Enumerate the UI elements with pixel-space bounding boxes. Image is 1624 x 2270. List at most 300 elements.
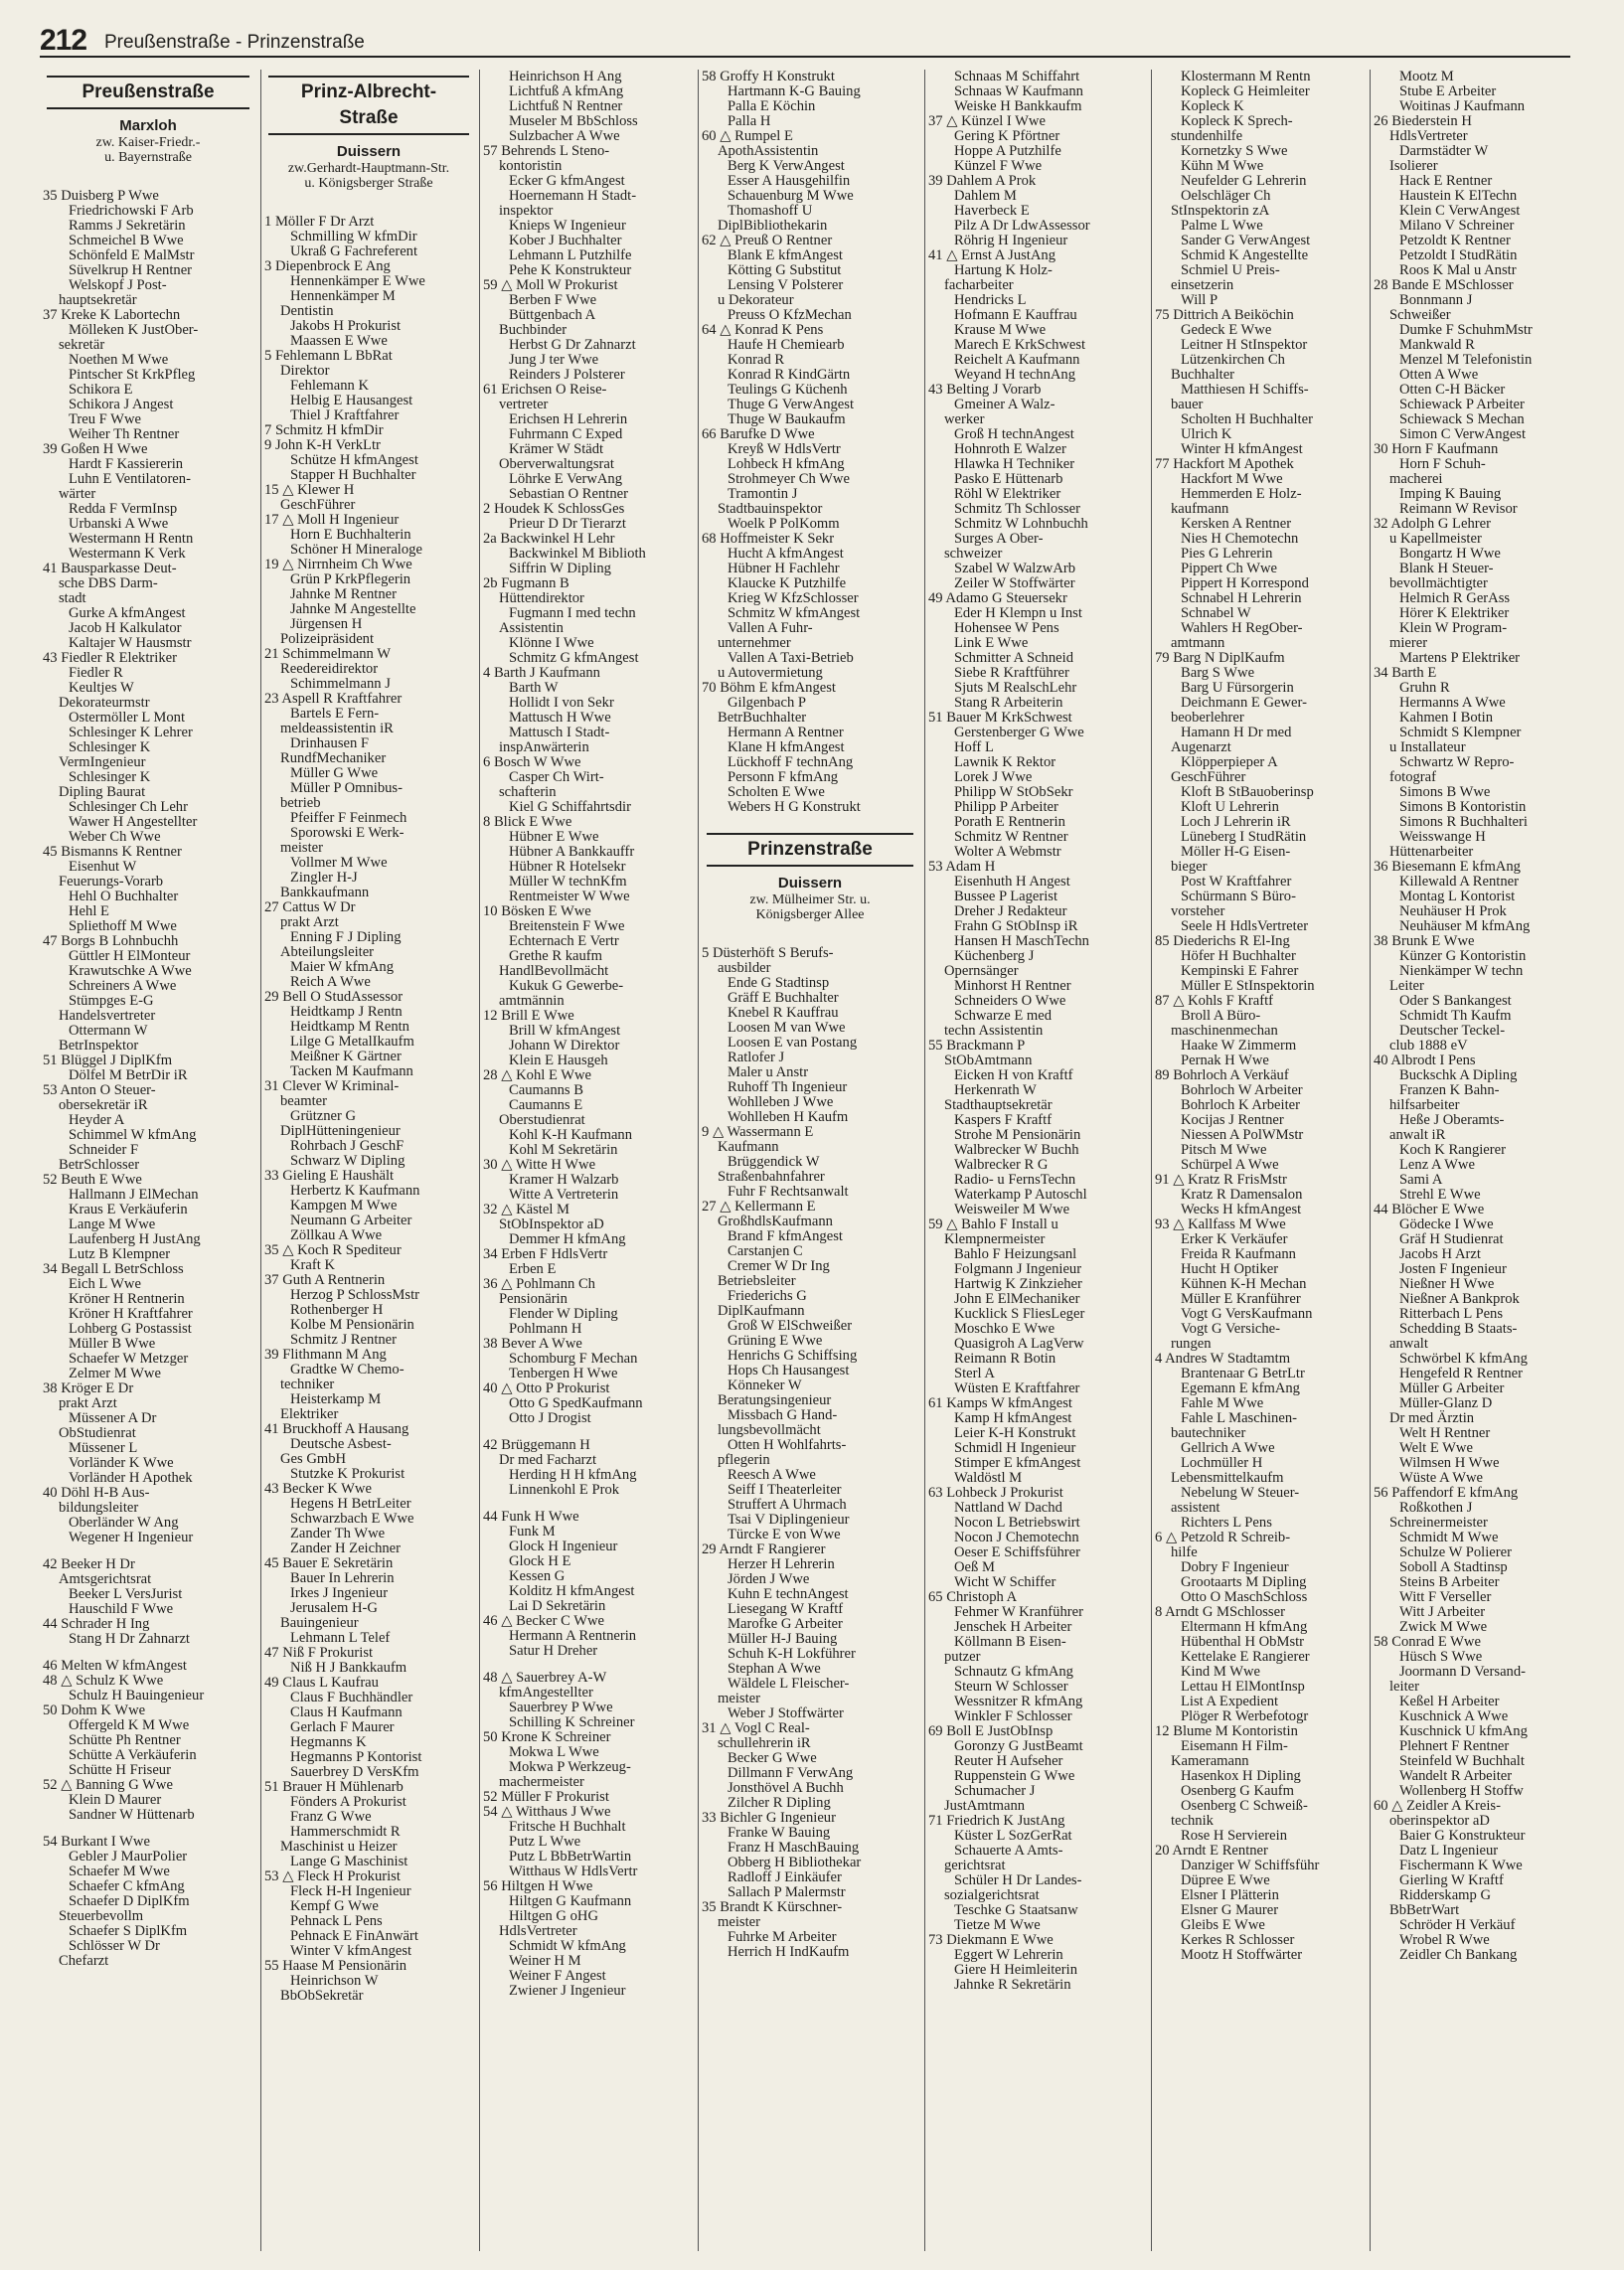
entry-line: 40 Albrodt I Pens [1374, 1053, 1476, 1068]
entry-line: Grützner G [290, 1108, 357, 1124]
entry-line: StObAmtmann [944, 1053, 1033, 1068]
entry-line: Hoppe A Putzhilfe [954, 143, 1061, 159]
entry-line: Schürpel A Wwe [1181, 1157, 1279, 1173]
entry-line: DiplKaufmann [718, 1303, 805, 1319]
entry-line: bautechniker [1171, 1425, 1246, 1441]
entry-line: Blank E kfmAngest [728, 247, 843, 263]
entry-line: Frahn G StObInsp iR [954, 918, 1078, 934]
entry-line: Amtsgerichtsrat [59, 1571, 152, 1587]
entry-line: Philipp P Arbeiter [954, 799, 1058, 815]
entry-line: Bohrloch K Arbeiter [1181, 1097, 1300, 1113]
entry-line: leiter [1389, 1679, 1419, 1695]
entry-line: Hüsch S Wwe [1399, 1649, 1483, 1665]
entry-line: Nattland W Dachd [954, 1500, 1062, 1516]
entry-line: hilfe [1171, 1544, 1198, 1560]
entry-line: Treu F Wwe [69, 411, 141, 427]
entry-line: Osenberg C Schweiß- [1181, 1798, 1308, 1814]
entry-line: Bahlo F Heizungsanl [954, 1246, 1077, 1262]
entry-line: Preuss O KfzMechan [728, 307, 852, 323]
entry-line: Hiltgen G oHG [509, 1908, 598, 1924]
entry-line: Hennenkämper M [290, 288, 396, 304]
entry-line: Kraft K [290, 1257, 335, 1273]
entry-line: Stephan A Wwe [728, 1661, 821, 1677]
entry-line: Schnabel W [1181, 605, 1251, 621]
entry-line: Reinders J Polsterer [509, 367, 625, 383]
entry-line: Buckschk A Dipling [1399, 1067, 1518, 1083]
entry-line: u Installateur [1389, 739, 1466, 755]
entry-line: Bongartz H Wwe [1399, 546, 1501, 562]
entry-line: bieger [1171, 859, 1208, 875]
entry-line: 66 Barufke D Wwe [702, 426, 815, 442]
entry-line: Müssener L [69, 1440, 138, 1456]
entry-line: maschinenmechan [1171, 1023, 1278, 1039]
entry-line: Deichmann E Gewer- [1181, 695, 1307, 711]
entry-line: Witthaus W HdlsVertr [509, 1864, 638, 1879]
entry-line: Niessen A PolWMstr [1181, 1127, 1304, 1143]
entry-line: Funk M [509, 1524, 556, 1540]
entry-line: Erker K Verkäufer [1181, 1231, 1288, 1247]
entry-line: Nocon L Betriebswirt [954, 1515, 1080, 1531]
entry-line: Kuschnick A Wwe [1399, 1708, 1509, 1724]
entry-line: 9 John K-H VerkLtr [264, 437, 381, 453]
entry-line: Fehlemann K [290, 378, 370, 394]
entry-line: Carstanjen C [728, 1243, 803, 1259]
entry-line: Kuhn E technAngest [728, 1586, 849, 1602]
entry-line: Witt J Arbeiter [1399, 1604, 1486, 1620]
entry-line: Küchenberg J [954, 948, 1035, 964]
entry-line: Augenarzt [1171, 739, 1231, 755]
entry-line: Kühnen K-H Mechan [1181, 1276, 1307, 1292]
entry-line: Klein D Maurer [69, 1792, 162, 1808]
entry-line: Witte A Vertreterin [509, 1187, 619, 1203]
entry-line: Konrad R [728, 352, 785, 368]
entry-line: Hoff L [954, 739, 994, 755]
entry-line: Simons B Kontoristin [1399, 799, 1527, 815]
entry-line: Museler M BbSchloss [509, 113, 638, 129]
entry-line: Küster L SozGerRat [954, 1828, 1072, 1844]
entry-line: Dekorateurmstr [59, 695, 150, 711]
entry-line: Roßkothen J [1399, 1500, 1473, 1516]
entry-line: kontoristin [499, 158, 563, 174]
entry-line: putzer [944, 1649, 981, 1665]
entry-line: Witt F Verseller [1399, 1589, 1492, 1605]
entry-line: Hohensee W Pens [954, 620, 1059, 636]
entry-line: Chefarzt [59, 1953, 109, 1969]
entry-line: Abteilungsleiter [280, 944, 375, 960]
entry-line: Herkenrath W [954, 1082, 1037, 1098]
entry-line: Fahle L Maschinen- [1181, 1410, 1297, 1426]
entry-line: Höfer H Buchhalter [1181, 948, 1296, 964]
entry-line: Simons B Wwe [1399, 784, 1491, 800]
entry-line: Stang R Arbeiterin [954, 695, 1063, 711]
entry-line: Kaltajer W Hausmstr [69, 635, 192, 651]
entry-line: Pernak H Wwe [1181, 1053, 1269, 1068]
entry-line: Sami A [1399, 1172, 1443, 1188]
entry-line: Oberverwaltungsrat [499, 456, 614, 472]
entry-line: Simons R Buchhalteri [1399, 814, 1528, 830]
entry-line: pflegerin [718, 1452, 770, 1468]
entry-line: Prieur D Dr Tierarzt [509, 516, 626, 532]
entry-line: Schauerte A Amts- [954, 1843, 1063, 1859]
entry-line: Lilge G MetalIkaufm [290, 1034, 414, 1050]
entry-line: 70 Böhm E kfmAngest [702, 680, 836, 696]
entry-line: Klempnermeister [944, 1231, 1046, 1247]
entry-line: 55 Haase M Pensionärin [264, 1958, 407, 1974]
entry-line: Kampgen M Wwe [290, 1198, 398, 1214]
entry-line: Reesch A Wwe [728, 1467, 816, 1483]
entry-line: Gebler J MaurPolier [69, 1849, 188, 1865]
entry-line: Pasko E Hüttenarb [954, 471, 1063, 487]
entry-line: Montag L Kontorist [1399, 889, 1516, 904]
entry-line: Westermann K Verk [69, 546, 186, 562]
entry-line: Lohbeck H kfmAng [728, 456, 845, 472]
entry-line: Offergeld K M Wwe [69, 1717, 190, 1733]
column-6 [1151, 70, 1364, 2251]
entry-line: 7 Schmitz H kfmDir [264, 422, 384, 438]
entry-line: 71 Friedrich K JustAng [928, 1813, 1065, 1829]
entry-line: Lehmann L Telef [290, 1630, 391, 1646]
entry-line: Schütte Ph Rentner [69, 1732, 181, 1748]
entry-line: 54 Burkant I Wwe [43, 1834, 150, 1850]
entry-line: Schwartz W Repro- [1399, 754, 1515, 770]
entry-line: Stümpges E-G [69, 993, 154, 1009]
district-name: Marxloh [119, 117, 177, 134]
entry-line: Kopleck G Heimleiter [1181, 83, 1310, 99]
street-range: Königsberger Allee [755, 907, 865, 922]
entry-line: Reimann W Revisor [1399, 501, 1518, 517]
entry-line: 49 Claus L Kaufrau [264, 1675, 379, 1691]
entry-line: Porath E Rentnerin [954, 814, 1065, 830]
entry-line: Leiter [1389, 978, 1424, 994]
entry-line: Eisemann H Film- [1181, 1738, 1288, 1754]
entry-line: Ratlofer J [728, 1050, 785, 1065]
entry-line: Maschinist u Heizer [280, 1839, 398, 1855]
entry-line: 45 Bauer E Sekretärin [264, 1555, 394, 1571]
entry-line: Schmid K Angestellte [1181, 247, 1309, 263]
entry-line: Hübner H Fachlehr [728, 561, 840, 576]
entry-line: 19 △ Nirrnheim Ch Wwe [264, 557, 412, 572]
entry-line: 73 Diekmann E Wwe [928, 1932, 1054, 1948]
entry-line: Waldöstl M [954, 1470, 1023, 1486]
entry-line: 60 △ Rumpel E [702, 128, 793, 144]
entry-line: Hartwig K Zinkzieher [954, 1276, 1082, 1292]
entry-line: Zeidler Ch Bankang [1399, 1947, 1518, 1963]
entry-line: Gruhn R [1399, 680, 1450, 696]
entry-line: Lange M Wwe [69, 1216, 156, 1232]
entry-line: Schaefer C kfmAng [69, 1878, 185, 1894]
entry-line: Vollmer M Wwe [290, 855, 388, 871]
entry-line: 91 △ Kratz R FrisMstr [1155, 1172, 1287, 1188]
entry-line: Müller E Kranführer [1181, 1291, 1301, 1307]
entry-line: BetrBuchhalter [718, 710, 807, 726]
entry-line: Barg S Wwe [1181, 665, 1255, 681]
entry-line: Schmidt M Wwe [1399, 1530, 1499, 1545]
entry-line: Baier G Konstrukteur [1399, 1828, 1526, 1844]
entry-line: Redda F VermInsp [69, 501, 178, 517]
entry-line: Handelsvertreter [59, 1008, 156, 1024]
entry-line: Loch J Lehrerin iR [1181, 814, 1291, 830]
entry-line: Putz L BbBetrWartin [509, 1849, 632, 1865]
entry-line: amtmännin [499, 993, 565, 1009]
entry-line: Hackfort M Wwe [1181, 471, 1283, 487]
entry-line: Schreinermeister [1389, 1515, 1488, 1531]
entry-line: 53 Anton O Steuer- [43, 1082, 156, 1098]
entry-line: 38 Brunk E Wwe [1374, 933, 1475, 949]
entry-line: Stube E Arbeiter [1399, 83, 1497, 99]
entry-line: 41 Bruckhoff A Hausang [264, 1421, 409, 1437]
entry-line: Nienkämper W techn [1399, 963, 1524, 979]
entry-line: Hansen H MaschTechn [954, 933, 1089, 949]
entry-line: Steurn W Schlosser [954, 1679, 1068, 1695]
entry-line: Kloft B StBauoberinsp [1181, 784, 1314, 800]
column-3 [479, 70, 692, 2251]
entry-line: Müller G Wwe [290, 765, 379, 781]
entry-line: Jacob H Kalkulator [69, 620, 182, 636]
street-range: u. Königsberger Straße [304, 176, 433, 191]
entry-line: Imping K Bauing [1399, 486, 1502, 502]
entry-line: Gurke A kfmAngest [69, 605, 186, 621]
entry-line: Grüning E Wwe [728, 1333, 823, 1349]
entry-line: Nießner H Wwe [1399, 1276, 1495, 1292]
column-5 [924, 70, 1145, 2251]
entry-line: Zwiener J Ingenieur [509, 1983, 626, 1999]
entry-line: Eggert W Lehrerin [954, 1947, 1063, 1963]
entry-line: Kober J Buchhalter [509, 233, 622, 248]
entry-line: John E ElMechaniker [954, 1291, 1080, 1307]
entry-line: Schwarz W Dipling [290, 1153, 406, 1169]
entry-line: Krämer W Städt [509, 441, 604, 457]
entry-line: Hermanns A Wwe [1399, 695, 1506, 711]
entry-line: Kühn M Wwe [1181, 158, 1264, 174]
entry-line: Fuhr F Rechtsanwalt [728, 1184, 849, 1200]
entry-line: Drinhausen F [290, 735, 370, 751]
entry-line: VermIngenieur [59, 754, 146, 770]
entry-line: Irkes J Ingenieur [290, 1585, 389, 1601]
entry-line: Müller G Arbeiter [1399, 1380, 1505, 1396]
entry-line: Schikora J Angest [69, 397, 174, 412]
entry-line: Lehmann L Putzhilfe [509, 247, 632, 263]
entry-line: Schulze W Polierer [1399, 1544, 1512, 1560]
entry-line: Kahmen I Botin [1399, 710, 1494, 726]
entry-line: Schilling K Schreiner [509, 1714, 635, 1730]
entry-line: Blank H Steuer- [1399, 561, 1494, 576]
entry-line: 53 △ Fleck H Prokurist [264, 1868, 401, 1884]
entry-line: Stadtbauinspektor [718, 501, 823, 517]
entry-line: Franke W Bauing [728, 1825, 831, 1841]
entry-line: Hegmanns K [290, 1734, 367, 1750]
entry-line: gerichtsrat [944, 1858, 1006, 1873]
entry-line: Dr med Facharzt [499, 1452, 597, 1468]
entry-line: Hofmann E Kauffrau [954, 307, 1077, 323]
entry-line: Hübner R Hotelsekr [509, 859, 626, 875]
entry-line: 33 Bichler G Ingenieur [702, 1810, 836, 1826]
entry-line: Leier K-H Konstrukt [954, 1425, 1076, 1441]
entry-line: 75 Dittrich A Beiköchin [1155, 307, 1294, 323]
entry-line: 43 Becker K Wwe [264, 1481, 372, 1497]
entry-line: bevollmächtigter [1389, 575, 1488, 591]
entry-line: Pintscher St KrkPfleg [69, 367, 196, 383]
entry-line: Jung J ter Wwe [509, 352, 599, 368]
entry-line: Hengefeld R Rentner [1399, 1366, 1524, 1381]
entry-line: Vogt G VersKaufmann [1181, 1306, 1313, 1322]
entry-line: 21 Schimmelmann W [264, 646, 392, 662]
entry-line: 52 △ Banning G Wwe [43, 1777, 173, 1793]
entry-line: Haverbeck E [954, 203, 1030, 219]
entry-line: Fehmer W Kranführer [954, 1604, 1083, 1620]
entry-line: Fleck H-H Ingenieur [290, 1883, 411, 1899]
entry-line: Goronzy G JustBeamt [954, 1738, 1083, 1754]
entry-line: 60 △ Zeidler A Kreis- [1374, 1798, 1501, 1814]
entry-line: Demmer H kfmAng [509, 1231, 626, 1247]
entry-line: Krawutschke A Wwe [69, 963, 192, 979]
entry-line: Betriebsleiter [718, 1273, 796, 1289]
entry-line: 35 △ Koch R Spediteur [264, 1242, 402, 1258]
entry-line: Niß H J Bankkaufm [290, 1660, 407, 1676]
entry-line: Mootz H Stoffwärter [1181, 1947, 1303, 1963]
entry-line: Giere H Heimleiterin [954, 1962, 1077, 1978]
entry-line: ObStudienrat [59, 1425, 136, 1441]
entry-line: Steuerbevollm [59, 1908, 144, 1924]
entry-line: Menzel M Telefonistin [1399, 352, 1533, 368]
entry-line: Heyder A [69, 1112, 125, 1128]
entry-line: Schnabel H Lehrerin [1181, 590, 1302, 606]
entry-line: Schröder H Verkäuf [1399, 1917, 1516, 1933]
entry-line: Berben F Wwe [509, 292, 597, 308]
entry-line: 27 △ Kellermann E [702, 1199, 816, 1215]
entry-line: Gödecke I Wwe [1399, 1216, 1494, 1232]
entry-line: Gräf H Studienrat [1399, 1231, 1504, 1247]
entry-line: Palme L Wwe [1181, 218, 1263, 234]
entry-line: Schlösser W Dr [69, 1938, 160, 1954]
entry-line: 38 Kröger E Dr [43, 1380, 134, 1396]
entry-line: Schaefer S DiplKfm [69, 1923, 188, 1939]
entry-line: Beratungsingenieur [718, 1392, 832, 1408]
entry-line: Kaufmann [718, 1139, 779, 1155]
entry-line: Röhrig H Ingenieur [954, 233, 1068, 248]
entry-line: 61 Kamps W kfmAngest [928, 1395, 1072, 1411]
entry-line: 43 Fiedler R Elektriker [43, 650, 177, 666]
entry-line: Schmitz Th Schlosser [954, 501, 1081, 517]
entry-line: Zwick M Wwe [1399, 1619, 1488, 1635]
entry-line: techniker [280, 1377, 335, 1392]
entry-line: Hartmann K-G Bauing [728, 83, 861, 99]
entry-line: 35 Brandt K Kürschner- [702, 1899, 843, 1915]
entry-line: Simon C VerwAngest [1399, 426, 1527, 442]
street-heading [702, 833, 918, 922]
entry-line: Minhorst H Rentner [954, 978, 1071, 994]
entry-line: Weisweiler M Wwe [954, 1202, 1070, 1217]
entry-line: Hucht H Optiker [1181, 1261, 1279, 1277]
entry-line: Schmeichel B Wwe [69, 233, 184, 248]
entry-line: 32 Adolph G Lehrer [1374, 516, 1491, 532]
entry-line: Wecks H kfmAngest [1181, 1202, 1302, 1217]
entry-line: Jakobs H Prokurist [290, 318, 402, 334]
entry-line: Eicken H von Kraftf [954, 1067, 1073, 1083]
entry-line: Vogt G Versiche- [1181, 1321, 1280, 1337]
entry-line: 36 △ Pohlmann Ch [483, 1276, 595, 1292]
entry-line: Teulings G Küchenh [728, 382, 848, 398]
entry-line: Weiher Th Rentner [69, 426, 180, 442]
entry-line: 63 Lohbeck J Prokurist [928, 1485, 1063, 1501]
entry-line: Schwarze E med [954, 1008, 1053, 1024]
entry-line: Palla E Köchin [728, 98, 816, 114]
entry-line: Schlesinger K Lehrer [69, 725, 193, 740]
entry-line: Seele H HdlsVertreter [1181, 918, 1309, 934]
entry-line: 47 Borgs B Lohnbuchh [43, 933, 179, 949]
entry-line: Mokwa L Wwe [509, 1744, 599, 1760]
entry-line: 50 Dohm K Wwe [43, 1702, 146, 1718]
entry-line: Welt E Wwe [1399, 1440, 1473, 1456]
entry-line: Wollenberg H Stoffw [1399, 1783, 1524, 1799]
entry-line: Süvelkrup H Rentner [69, 262, 193, 278]
entry-line: GeschFührer [280, 497, 356, 513]
entry-line: Osenberg G Kaufm [1181, 1783, 1295, 1799]
entry-line: 61 Erichsen O Reise- [483, 382, 607, 398]
entry-line: 50 Krone K Schreiner [483, 1729, 611, 1745]
entry-line: sche DBS Darm- [59, 575, 158, 591]
entry-line: 37 Guth A Rentnerin [264, 1272, 386, 1288]
entry-line: Bartels E Fern- [290, 706, 380, 722]
entry-line: Thomashoff U [728, 203, 813, 219]
entry-line: hilfsarbeiter [1389, 1097, 1460, 1113]
entry-line: Strehl E Wwe [1399, 1187, 1481, 1203]
entry-line: 48 △ Schulz K Wwe [43, 1673, 164, 1689]
entry-line: Palla H [728, 113, 771, 129]
entry-line: 2a Backwinkel H Lehr [483, 531, 615, 547]
entry-line: Schaefer M Wwe [69, 1864, 170, 1879]
entry-line: 5 Düsterhöft S Berufs- [702, 945, 834, 961]
entry-line: 56 Hiltgen H Wwe [483, 1878, 593, 1894]
entry-line: Tenbergen H Wwe [509, 1366, 618, 1381]
entry-line: Ecker G kfmAngest [509, 173, 625, 189]
entry-line: 9 △ Wassermann E [702, 1124, 814, 1140]
entry-line: prakt Arzt [59, 1395, 117, 1411]
entry-line: 30 Horn F Kaufmann [1374, 441, 1499, 457]
entry-line: Kopleck K Sprech- [1181, 113, 1293, 129]
entry-line: BetrSchlosser [59, 1157, 140, 1173]
entry-line: 32 △ Kästel M [483, 1202, 570, 1217]
entry-line: Wolter A Webmstr [954, 844, 1061, 860]
running-head: Preußenstraße - Prinzenstraße [104, 32, 365, 53]
entry-line: Hoernemann H Stadt- [509, 188, 637, 204]
entry-line: Roos K Mal u Anstr [1399, 262, 1517, 278]
entry-line: Wawer H Angestellter [69, 814, 198, 830]
entry-line: Thuge G VerwAngest [728, 397, 854, 412]
entry-line: 38 Bever A Wwe [483, 1336, 582, 1352]
entry-line: Joormann D Versand- [1399, 1664, 1526, 1680]
entry-line: Türcke E von Wwe [728, 1527, 841, 1542]
entry-line: Schmitz W Rentner [954, 829, 1068, 845]
entry-line: Kröner H Rentnerin [69, 1291, 185, 1307]
entry-line: 6 Bosch W Wwe [483, 754, 581, 770]
entry-line: Schütte H Friseur [69, 1762, 171, 1778]
entry-line: Westermann H Rentn [69, 531, 194, 547]
entry-line: Eisenhut W [69, 859, 137, 875]
entry-line: Reimann R Botin [954, 1351, 1056, 1367]
entry-line: Kersken A Rentner [1181, 516, 1292, 532]
entry-line: 3 Diepenbrock E Ang [264, 258, 391, 274]
entry-line: Ostermöller L Mont [69, 710, 185, 726]
entry-line: Barg U Fürsorgerin [1181, 680, 1294, 696]
entry-line: Kucklick S FliesLeger [954, 1306, 1085, 1322]
entry-line: Pehnack L Pens [290, 1913, 383, 1929]
entry-line: Klöpperpieper A [1181, 754, 1278, 770]
entry-line: Rohrbach J GeschF [290, 1138, 405, 1154]
entry-line: StInspektorin zA [1171, 203, 1270, 219]
entry-line: Schaefer D DiplKfm [69, 1893, 190, 1909]
entry-line: Schwörbel K kfmAng [1399, 1351, 1528, 1367]
entry-line: 41 Bausparkasse Deut- [43, 561, 177, 576]
